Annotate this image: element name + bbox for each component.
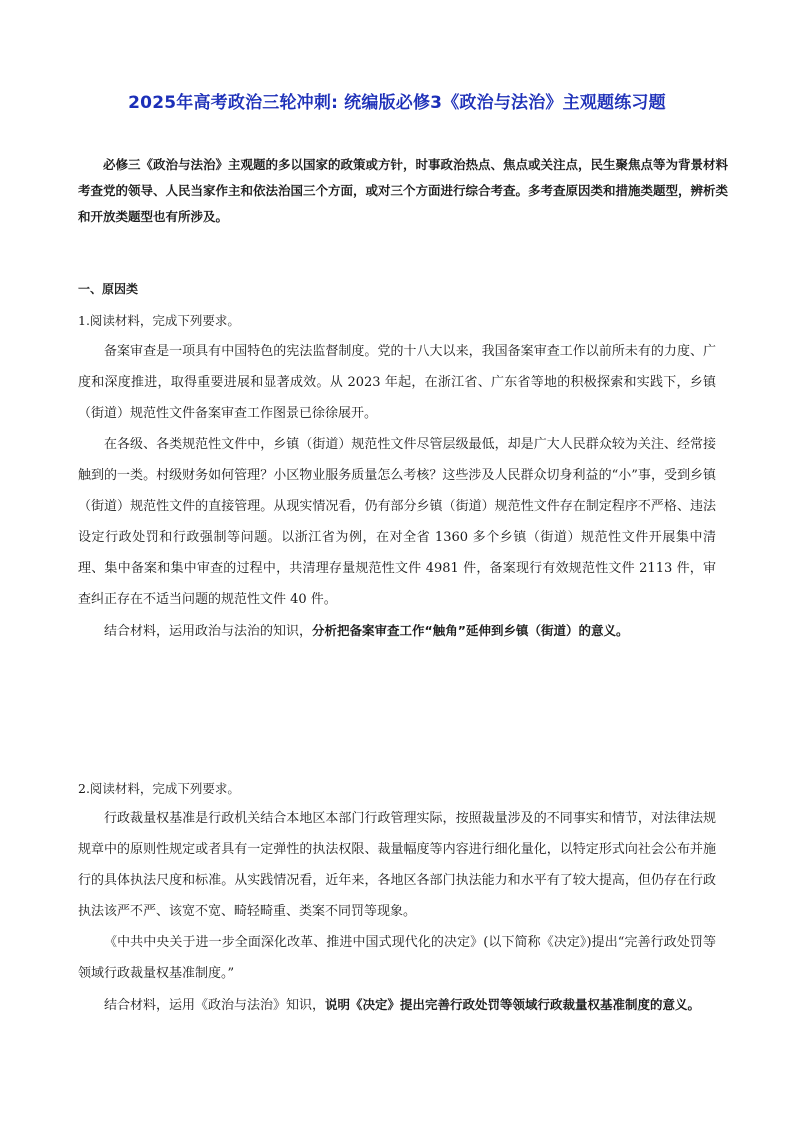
section-heading-reasons: 一、原因类: [78, 282, 139, 296]
question-2-material-paragraph-1: 行政裁量权基准是行政机关结合本地区本部门行政管理实际，按照裁量涉及的不同事实和情节，对法律法规规章中的原则性规定或者具有一定弹性的执法权限、裁量幅度等内容进行细化量化，以特定形式向社会公布并施行的具体执法尺度和标准。从实践情况看，近年来，各地区各部门执法能力和水平有了较大提高，但仍存在行政执法该严不严、该宽不宽、畸轻畸重、类案不同罚等现象。: [78, 811, 716, 919]
question-2-task: [78, 989, 716, 1021]
intro-paragraph: 必修三《政治与法治》主观题的多以国家的政策或方针，时事政治热点、焦点或关注点，民生聚焦点等为背景材料考查党的领导、人民当家作主和依法治国三个方面，或对三个方面进行综合考查。多考查原因类和措施类题型，辨析类和开放类题型也有所涉及。: [78, 157, 729, 224]
question-2-material-paragraph-2: 《中共中央关于进一步全面深化改革、推进中国式现代化的决定》(以下简称《决定》)提出“完善行政处罚等领域行政裁量权基准制度。”: [78, 935, 716, 981]
question-2-heading: 2.阅读材料，完成下列要求。: [78, 781, 240, 796]
question-1-task: [78, 615, 716, 647]
question-1-heading: 1.阅读材料，完成下列要求。: [78, 313, 240, 328]
question-1-task-lead: 结合材料，运用政治与法治的知识，: [104, 624, 313, 639]
question-1-task-requirement: 分析把备案审查工作“触角”延伸到乡镇（街道）的意义。: [312, 623, 629, 638]
question-1-material-paragraph-1: 备案审查是一项具有中国特色的宪法监督制度。党的十八大以来，我国备案审查工作以前所未有的力度、广度和深度推进，取得重要进展和显著成效。从 2023 年起，在浙江省、广东省等地的积极探索和实践下，乡镇（街道）规范性文件备案审查工作图景已徐徐展开。: [78, 344, 716, 421]
question-1-material-paragraph-2: 在各级、各类规范性文件中，乡镇（街道）规范性文件尽管层级最低，却是广大人民群众较为关注、经常接触到的一类。村级财务如何管理？小区物业服务质量怎么考核？这些涉及人民群众切身利益的“小”事，受到乡镇（街道）规范性文件的直接管理。从现实情况看，仍有部分乡镇（街道）规范性文件存在制定程序不严格、违法设定行政处罚和行政强制等问题。以浙江省为例，在对全省 1360 多个乡镇（街道）规范性文件开展集中清理、集中备案和集中审查的过程中，共清理存量规范性文件 4981 件，备案现行有效规范性文件 2113 件，审查纠正存在不适当问题的规范性文件 40 件。: [78, 437, 716, 607]
question-2-task-lead: 结合材料，运用《政治与法治》知识，: [104, 998, 326, 1013]
question-2-task-requirement: 说明《决定》提出完善行政处罚等领域行政裁量权基准制度的意义。: [325, 997, 701, 1012]
document-title: 2025年高考政治三轮冲刺: 统编版必修3《政治与法治》主观题练习题: [128, 93, 666, 113]
